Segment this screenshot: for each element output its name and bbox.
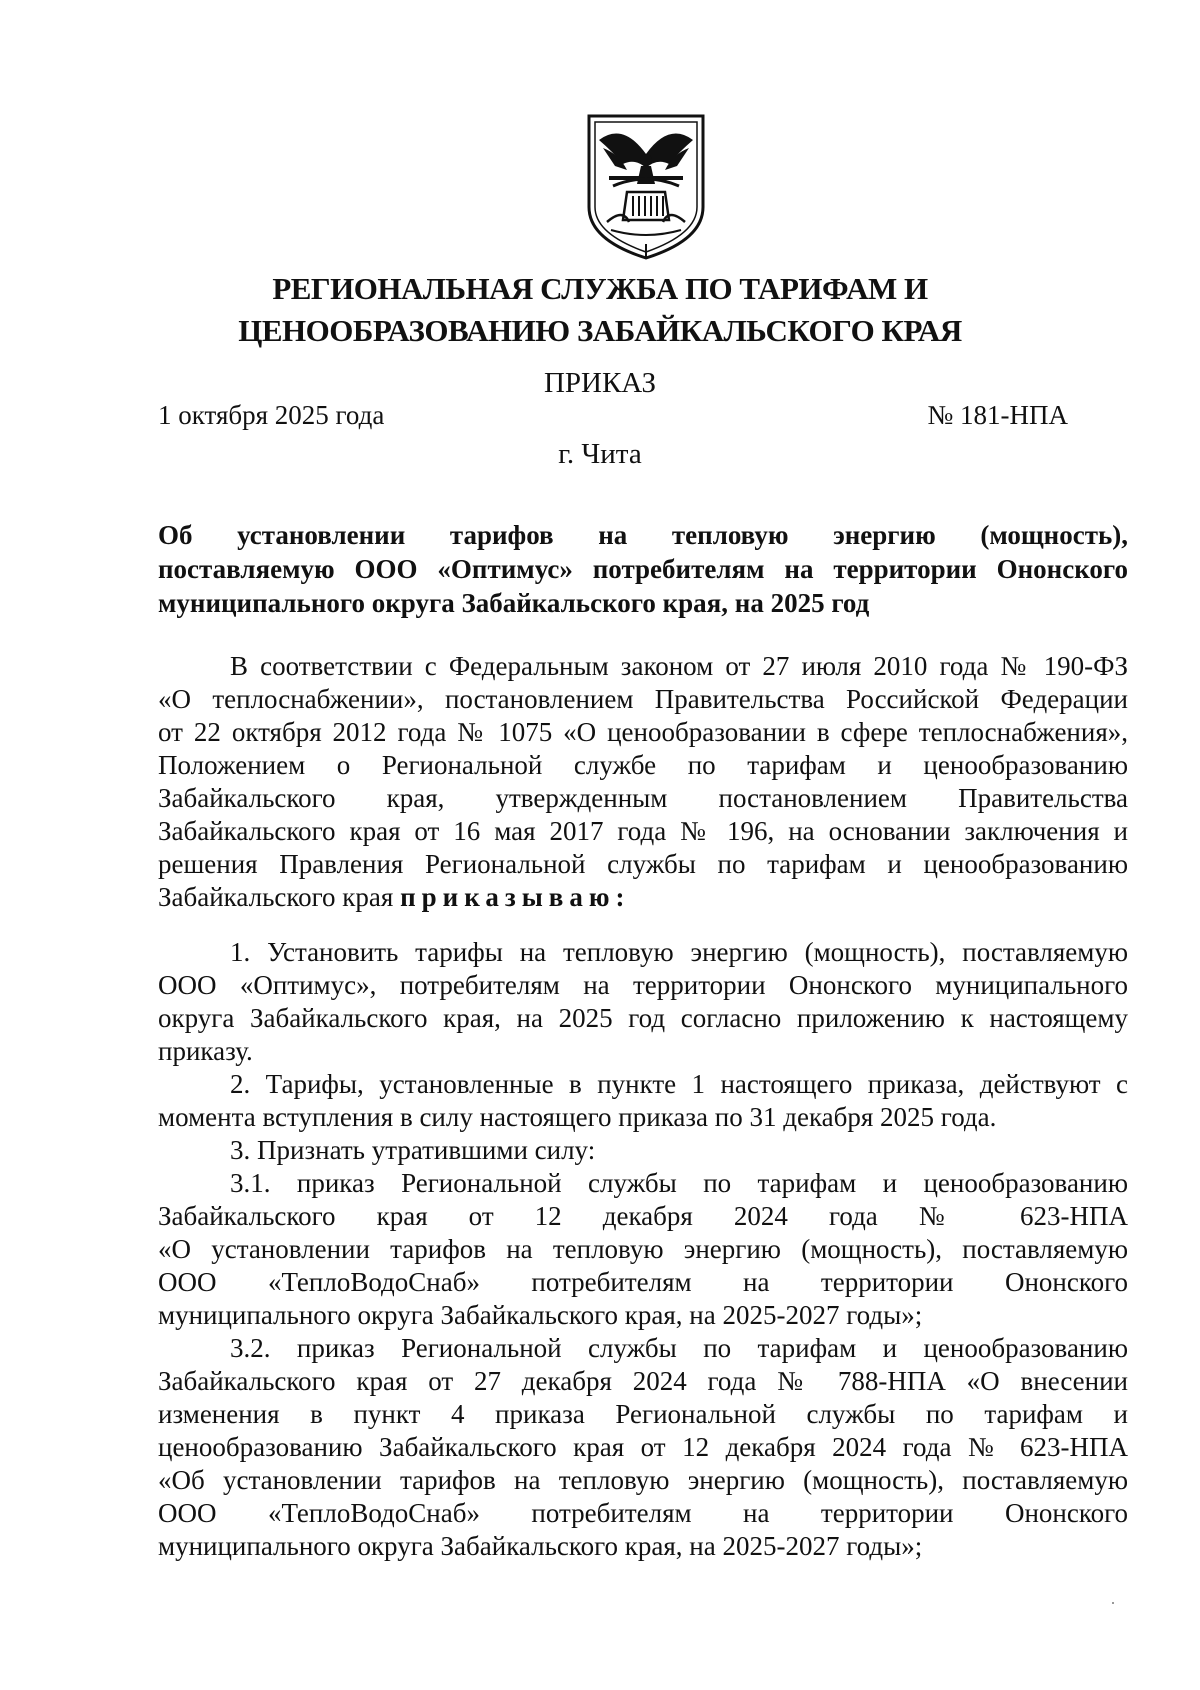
document-subject	[158, 518, 1128, 620]
item-line: ценообразованию Забайкальского края от 12 декабря 2024 года № 623-НПА	[158, 1432, 1128, 1462]
preamble-line: Забайкальского края, утвержденным постановлением Правительства	[158, 783, 1128, 813]
preamble-line	[158, 881, 1128, 914]
preamble-line: Забайкальского края от 16 мая 2017 года № 196, на основании заключения и	[158, 816, 1128, 846]
item-3-2	[158, 1332, 1128, 1563]
subject-line: Об установлении тарифов на тепловую энергию (мощность),	[158, 520, 1128, 550]
item-line: Забайкальского края от 12 декабря 2024 года № 623-НПА	[158, 1201, 1128, 1231]
item-line: «О установлении тарифов на тепловую энергию (мощность), поставляемую	[158, 1234, 1128, 1264]
subject-line: муниципального округа Забайкальского края, на 2025 год	[158, 588, 870, 618]
organization-title-line-2: ЦЕНООБРАЗОВАНИЮ ЗАБАЙКАЛЬСКОГО КРАЯ	[238, 313, 962, 348]
item-line: ООО «ТеплоВодоСнаб» потребителям на территории Ононского	[158, 1498, 1128, 1528]
item-line: «Об установлении тарифов на тепловую энергию (мощность), поставляемую	[158, 1465, 1128, 1495]
organization-title	[150, 268, 1050, 352]
item-line: приказу.	[158, 1036, 253, 1066]
preamble-line: от 22 октября 2012 года № 1075 «О ценообразовании в сфере теплоснабжения»,	[158, 717, 1128, 747]
subject-line: поставляемую ООО «Оптимус» потребителям на территории Ононского	[158, 554, 1128, 584]
preamble-last-line-text: Забайкальского края	[158, 882, 394, 912]
item-line: момента вступления в силу настоящего приказа по 31 декабря 2025 года.	[158, 1102, 997, 1132]
item-3-1	[158, 1167, 1128, 1332]
item-line: ООО «ТеплоВодоСнаб» потребителям на территории Ононского	[158, 1267, 1128, 1297]
scan-speck	[1112, 1602, 1114, 1604]
document-date: 1 октября 2025 года	[158, 400, 385, 430]
item-line: 1. Установить тарифы на тепловую энергию (мощность), поставляемую	[230, 937, 1128, 967]
document-city: г. Чита	[558, 438, 642, 470]
item-line: 3.1. приказ Региональной службы по тарифам и ценообразованию	[230, 1168, 1128, 1198]
item-line: Забайкальского края от 27 декабря 2024 года № 788-НПА «О внесении	[158, 1366, 1128, 1396]
item-1	[158, 936, 1128, 1068]
order-word: приказываю:	[400, 882, 631, 912]
preamble-line: «О теплоснабжении», постановлением Правительства Российской Федерации	[158, 684, 1128, 714]
item-line: 3.2. приказ Региональной службы по тарифам и ценообразованию	[230, 1333, 1128, 1363]
item-line: 2. Тарифы, установленные в пункте 1 настоящего приказа, действуют с	[230, 1069, 1128, 1099]
document-type: ПРИКАЗ	[543, 367, 657, 399]
item-2	[158, 1068, 1128, 1134]
item-3	[158, 1134, 1128, 1167]
preamble	[158, 650, 1128, 914]
preamble-line: решения Правления Региональной службы по тарифам и ценообразованию	[158, 849, 1128, 879]
item-line: муниципального округа Забайкальского края, на 2025-2027 годы»;	[158, 1531, 923, 1561]
organization-title-line-1: РЕГИОНАЛЬНАЯ СЛУЖБА ПО ТАРИФАМ И	[272, 271, 928, 306]
document-number: № 181-НПА	[927, 400, 1068, 430]
item-line: 3. Признать утратившими силу:	[230, 1135, 596, 1165]
item-line: муниципального округа Забайкальского края, на 2025-2027 годы»;	[158, 1300, 923, 1330]
preamble-line: В соответствии с Федеральным законом от 27 июля 2010 года № 190-ФЗ	[230, 651, 1128, 681]
preamble-line: Положением о Региональной службе по тарифам и ценообразованию	[158, 750, 1128, 780]
item-line: округа Забайкальского края, на 2025 год согласно приложению к настоящему	[158, 1003, 1128, 1033]
item-line: изменения в пункт 4 приказа Региональной службы по тарифам и	[158, 1399, 1128, 1429]
item-line: ООО «Оптимус», потребителям на территории Ононского муниципального	[158, 970, 1128, 1000]
coat-of-arms-icon	[583, 112, 709, 262]
